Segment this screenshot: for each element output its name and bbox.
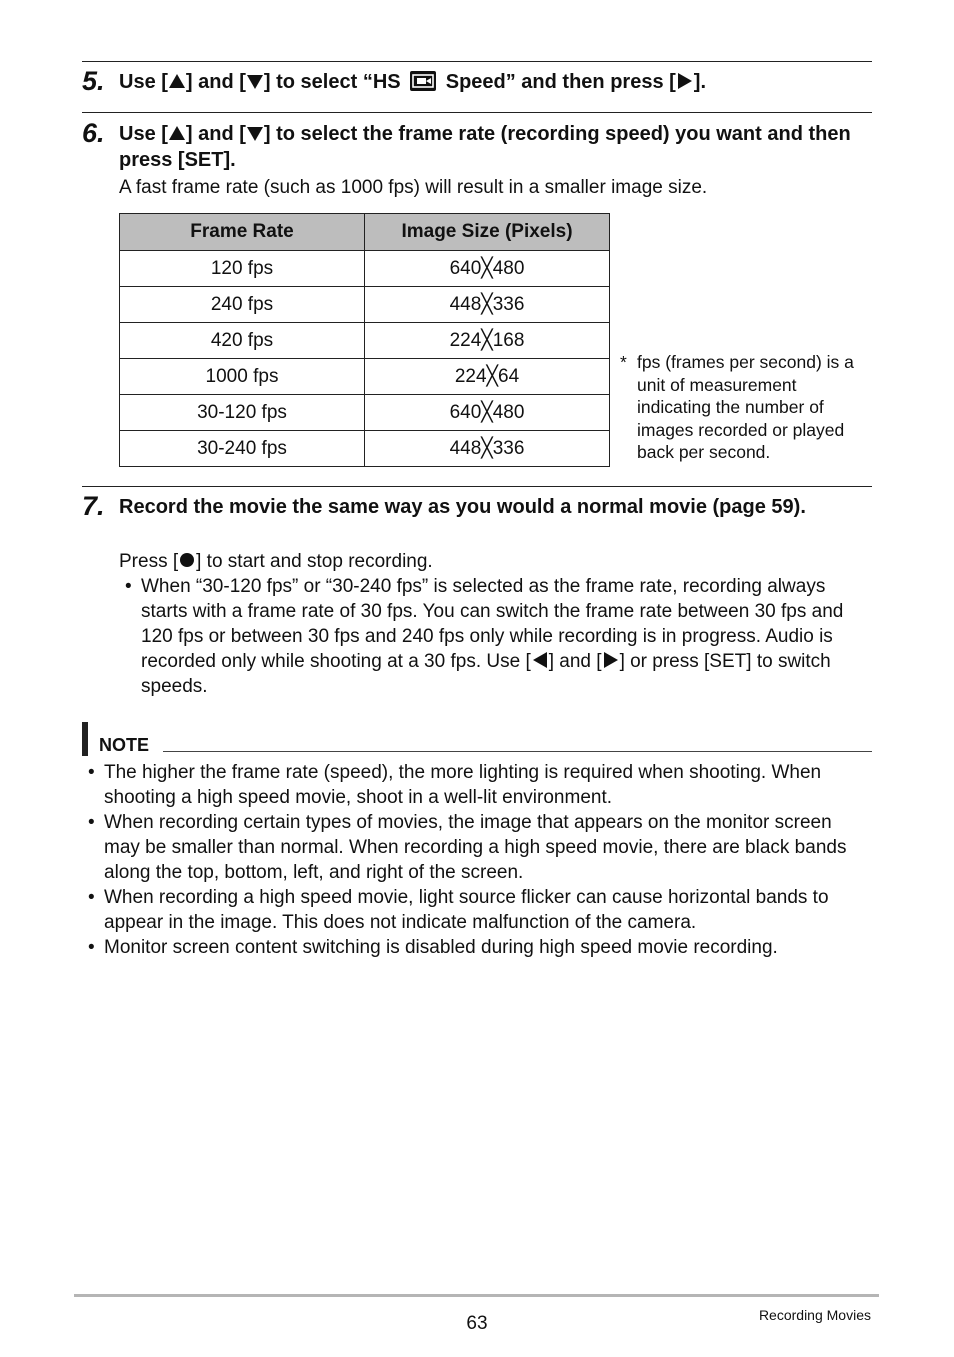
- bullet-text: ] or press [SET] to switch speeds.: [141, 651, 831, 697]
- step-text: ] to select “HS: [263, 71, 401, 93]
- step-text: ] to select the frame rate (recording speed) you want and then press [SET].: [119, 123, 851, 171]
- page-number: 63: [466, 1313, 488, 1334]
- image-size-cell: 448╳336: [365, 287, 610, 323]
- step7-bullets: [119, 574, 871, 699]
- press-record-text: [119, 549, 869, 574]
- table-row: [120, 323, 610, 359]
- note-bar: [82, 722, 88, 756]
- list-item: [119, 574, 871, 699]
- table-header-row: [120, 214, 610, 251]
- frame-rate-cell: 240 fps: [120, 287, 365, 323]
- image-size-cell: 224╳168: [365, 323, 610, 359]
- step-title: [119, 121, 869, 173]
- list-item: • Monitor screen content switching is disabled during high speed movie recording.: [82, 935, 872, 960]
- note-list: [82, 760, 872, 960]
- right-arrow-icon: [678, 73, 692, 89]
- section-name: Recording Movies: [758, 1307, 871, 1323]
- step-text: Use [: [119, 123, 168, 145]
- step-title: [119, 69, 869, 95]
- body-text: ] to start and stop recording.: [196, 551, 433, 572]
- footer-rule: [74, 1294, 879, 1297]
- step6-top-rule: [82, 112, 872, 113]
- frame-rate-cell: 1000 fps: [120, 359, 365, 395]
- image-size-cell: 640╳480: [365, 395, 610, 431]
- step-text: ] and [: [185, 71, 246, 93]
- table-row: [120, 359, 610, 395]
- step7-top-rule: [82, 486, 872, 487]
- frame-rate-cell: 30-240 fps: [120, 431, 365, 467]
- header-frame-rate: Frame Rate: [120, 214, 365, 251]
- footnote-text: fps (frames per second) is a unit of measurement indicating the number of images recorded or played back per second.: [637, 352, 854, 462]
- frame-rate-cell: 420 fps: [120, 323, 365, 359]
- down-arrow-icon: [247, 127, 263, 141]
- note-rule: [163, 751, 872, 752]
- step-title: Record the movie the same way as you would a normal movie (page 59).: [119, 496, 806, 518]
- step-text: ].: [693, 71, 707, 93]
- up-arrow-icon: [169, 126, 185, 140]
- footnote-mark: *: [620, 352, 627, 372]
- image-size-cell: 224╳64: [365, 359, 610, 395]
- step-body: A fast frame rate (such as 1000 fps) will result in a smaller image size.: [119, 177, 708, 198]
- frame-rate-cell: 120 fps: [120, 251, 365, 287]
- frame-rate-cell: 30-120 fps: [120, 395, 365, 431]
- body-text: Press [: [119, 551, 179, 572]
- note-label: NOTE: [99, 735, 150, 755]
- bullet-text: ] and [: [548, 651, 602, 672]
- list-item: • When recording a high speed movie, light source flicker can cause horizontal bands to appear in the image. This does not indicate malfunction of the camera.: [82, 885, 872, 935]
- down-arrow-icon: [247, 75, 263, 89]
- step-6: [82, 118, 872, 208]
- left-arrow-icon: [533, 652, 547, 668]
- step-number: 7.: [82, 491, 105, 521]
- table-row: [120, 251, 610, 287]
- step-7: [82, 491, 872, 706]
- step-5: [82, 66, 872, 106]
- step-number: 6.: [82, 118, 105, 148]
- step-text: Use [: [119, 71, 168, 93]
- list-item: • When recording certain types of movies, the image that appears on the monitor screen may be smaller than normal. When recording a high speed movie, there are black bands along the top, bottom, left, and right of the screen.: [82, 810, 872, 885]
- step-text: Speed” and then press [: [445, 71, 676, 93]
- step-number: 5.: [82, 66, 105, 96]
- list-item: • The higher the frame rate (speed), the more lighting is required when shooting. When shooting a high speed movie, shoot in a well-lit environment.: [82, 760, 872, 810]
- header-image-size: Image Size (Pixels): [365, 214, 610, 251]
- up-arrow-icon: [169, 74, 185, 88]
- right-arrow-icon: [604, 652, 618, 668]
- table-row: [120, 431, 610, 467]
- image-size-cell: 640╳480: [365, 251, 610, 287]
- record-button-icon: [180, 553, 194, 567]
- high-speed-movie-icon: [410, 71, 436, 91]
- step-text: ] and [: [185, 123, 246, 145]
- table-row: [120, 395, 610, 431]
- step5-top-rule: [82, 61, 872, 62]
- frame-rate-table: [119, 213, 610, 467]
- bullet-text: When “30-120 fps” or “30-240 fps” is selected as the frame rate, recording always starts with a frame rate of 30 fps. You can switch the frame rate between 30 fps and 120 fps or between 30 fps and 240 fps only while recording is in progress. Audio is recorded only while shooting at a 30 fps. Use [: [141, 576, 844, 672]
- image-size-cell: 448╳336: [365, 431, 610, 467]
- table-row: [120, 287, 610, 323]
